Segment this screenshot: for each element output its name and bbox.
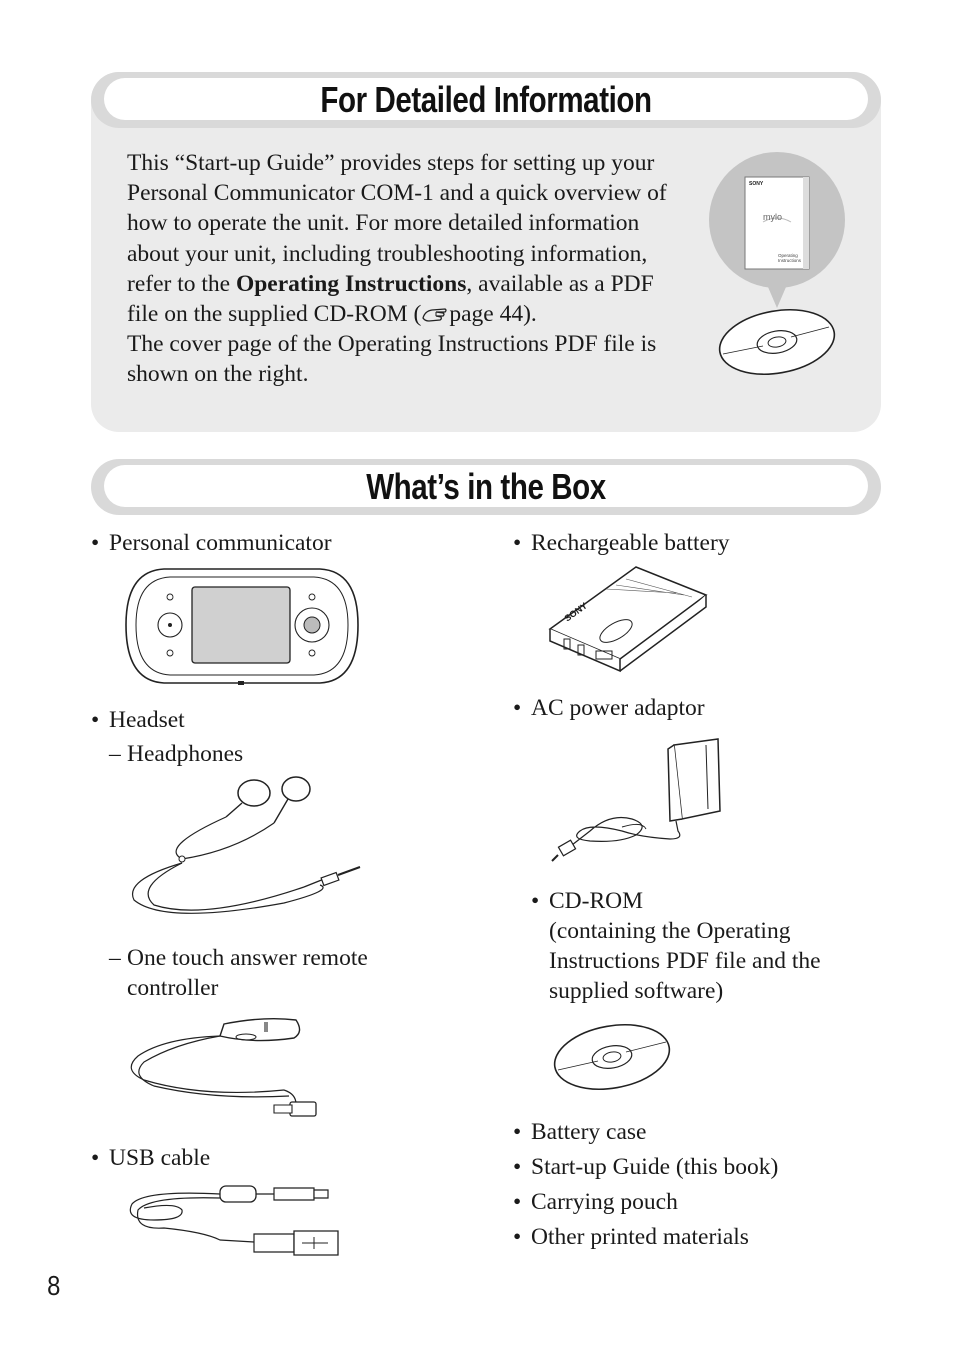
item-label: Rechargeable battery xyxy=(531,530,730,556)
dash: – xyxy=(109,741,121,767)
item-label: One touch answer remote xyxy=(127,945,368,971)
detailed-info-header xyxy=(91,72,881,128)
para1-after: , available as a PDF file on the supplied CD-ROM ( xyxy=(127,270,654,328)
cover-caption-line: Operating xyxy=(778,253,798,258)
item-label-continued: supplied software) xyxy=(549,978,724,1004)
item-label-continued: controller xyxy=(127,975,219,1001)
sub-item xyxy=(109,943,368,1003)
bullet: • xyxy=(513,530,522,556)
operating-instructions-ref: Operating Instructions xyxy=(235,270,467,297)
item-label: Personal communicator xyxy=(109,530,332,556)
item-label: Other printed materials xyxy=(531,1224,749,1250)
dash: – xyxy=(109,945,121,971)
item-label: Carrying pouch xyxy=(531,1189,678,1215)
personal-communicator-illustration xyxy=(124,565,360,689)
para1-text: This “Start-up Guide” provides steps for setting up your Personal Communicator COM-1 and a quick overview of how to operate the unit. For more detailed information about your unit, including troubleshooting information, refer to the xyxy=(127,150,667,297)
bullet: • xyxy=(91,530,100,556)
item-label-continued: (containing the Operating xyxy=(549,918,791,944)
bullet: • xyxy=(531,888,540,914)
list-item xyxy=(513,1187,678,1217)
page-number: 8 xyxy=(47,1270,61,1301)
remote-controller-illustration xyxy=(124,1010,324,1125)
usb-cable-illustration xyxy=(124,1180,344,1260)
item-label: USB cable xyxy=(109,1145,211,1171)
item-label: Headphones xyxy=(127,741,244,767)
list-item xyxy=(91,705,185,735)
list-item xyxy=(531,886,821,1006)
bullet: • xyxy=(513,1154,522,1180)
item-label: Battery case xyxy=(531,1119,647,1145)
detailed-info-title: For Detailed Information xyxy=(320,79,652,120)
list-item xyxy=(91,1143,210,1173)
item-label: Headset xyxy=(109,707,185,733)
list-item xyxy=(513,693,705,723)
item-label: Start-up Guide (this book) xyxy=(531,1154,779,1180)
item-label-continued: Instructions PDF file and the xyxy=(549,948,821,974)
detailed-info-text xyxy=(127,148,687,390)
cover-note: The cover page of the Operating Instructions PDF file is shown on the right. xyxy=(127,331,657,388)
bullet: • xyxy=(91,1145,100,1171)
cover-brand: SONY xyxy=(749,181,764,187)
bullet: • xyxy=(513,1224,522,1250)
list-item xyxy=(513,1152,778,1182)
cover-caption xyxy=(778,253,801,263)
cover-logo: mylo xyxy=(763,212,783,222)
detailed-info-paragraph xyxy=(127,148,687,329)
item-label: CD-ROM xyxy=(549,888,644,914)
box-header xyxy=(91,459,881,515)
bullet: • xyxy=(513,1119,522,1145)
box-title: What’s in the Box xyxy=(366,466,606,507)
bullet: • xyxy=(91,707,100,733)
list-item xyxy=(91,528,332,558)
cover-illustration xyxy=(705,150,850,390)
list-item xyxy=(513,528,730,558)
sub-item xyxy=(109,739,243,769)
pointing-hand-icon xyxy=(421,304,449,324)
cover-caption-line: Instructions xyxy=(778,258,802,263)
headphones-illustration xyxy=(124,775,369,925)
list-item xyxy=(513,1222,749,1252)
cdrom-illustration xyxy=(550,1020,675,1095)
page-ref: page 44). xyxy=(449,301,537,328)
battery-brand: SONY xyxy=(562,600,590,624)
bullet: • xyxy=(513,695,522,721)
list-item xyxy=(513,1117,646,1147)
bullet: • xyxy=(513,1189,522,1215)
ac-adaptor-illustration xyxy=(550,735,730,870)
item-label: AC power adaptor xyxy=(531,695,705,721)
